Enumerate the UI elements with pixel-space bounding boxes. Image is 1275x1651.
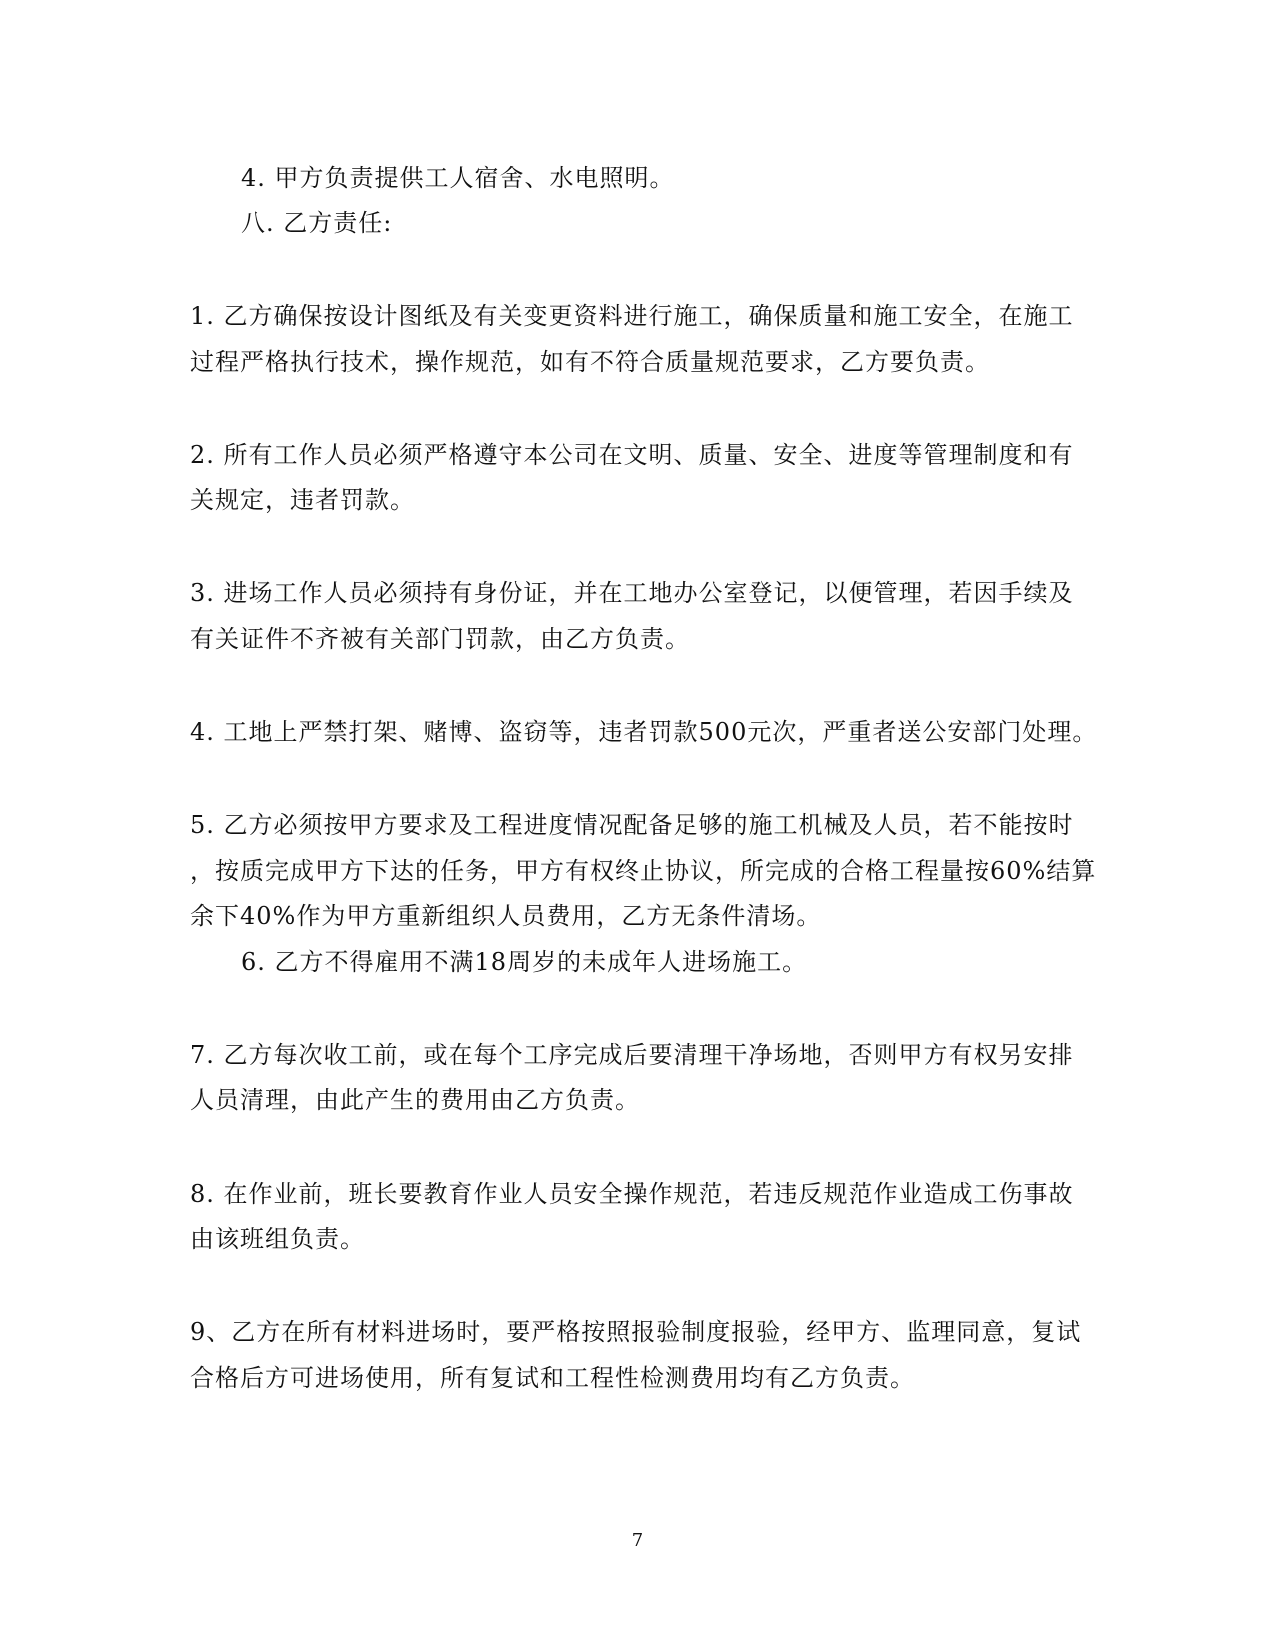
clause-b-5-line-3: 余下40%作为甲方重新组织人员费用，乙方无条件清场。 (190, 902, 822, 930)
clause-b-8-line-1: 8. 在作业前，班长要教育作业人员安全操作规范，若违反规范作业造成工伤事故 (190, 1180, 1074, 1208)
clause-b-3-line-1: 3. 进场工作人员必须持有身份证，并在工地办公室登记，以便管理，若因手续及 (190, 579, 1074, 607)
clause-b-9-line-2: 合格后方可进场使用，所有复试和工程性检测费用均有乙方负责。 (190, 1364, 915, 1392)
clause-b-1-line-1: 1. 乙方确保按设计图纸及有关变更资料进行施工，确保质量和施工安全，在施工 (190, 302, 1074, 330)
clause-b-2-line-2: 关规定，违者罚款。 (190, 486, 415, 514)
clause-a-4: 4. 甲方负责提供工人宿舍、水电照明。 (241, 164, 675, 192)
clause-b-5-line-1: 5. 乙方必须按甲方要求及工程进度情况配备足够的施工机械及人员，若不能按时 (190, 811, 1074, 839)
clause-b-3-line-2: 有关证件不齐被有关部门罚款，由乙方负责。 (190, 625, 690, 653)
clause-b-7-line-2: 人员清理，由此产生的费用由乙方负责。 (190, 1086, 640, 1114)
clause-b-5-line-2: ，按质完成甲方下达的任务，甲方有权终止协议，所完成的合格工程量按60%结算 (190, 857, 1097, 885)
clause-b-1-line-2: 过程严格执行技术，操作规范，如有不符合质量规范要求，乙方要负责。 (190, 348, 990, 376)
clause-b-9-line-1: 9、乙方在所有材料进场时，要严格按照报验制度报验，经甲方、监理同意，复试 (190, 1318, 1082, 1346)
section-heading-8: 八. 乙方责任: (241, 209, 393, 237)
clause-b-4: 4. 工地上严禁打架、赌博、盗窃等，违者罚款500元次，严重者送公安部门处理。 (190, 718, 1098, 746)
clause-b-2-line-1: 2. 所有工作人员必须严格遵守本公司在文明、质量、安全、进度等管理制度和有 (190, 441, 1074, 469)
clause-b-7-line-1: 7. 乙方每次收工前，或在每个工序完成后要清理干净场地，否则甲方有权另安排 (190, 1041, 1074, 1069)
clause-b-8-line-2: 由该班组负责。 (190, 1225, 365, 1253)
clause-b-6: 6. 乙方不得雇用不满18周岁的未成年人进场施工。 (241, 948, 808, 976)
page-number: 7 (631, 1530, 644, 1551)
